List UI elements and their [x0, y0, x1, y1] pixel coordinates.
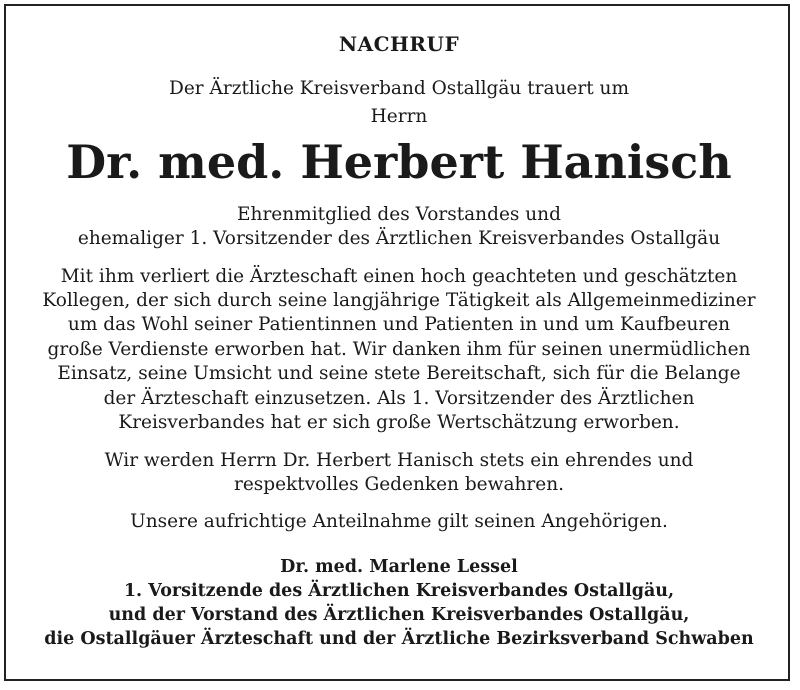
- body-line: Kollegen, der sich durch seine langjährige Tätigkeit als Allgemeinmediziner: [42, 290, 756, 311]
- body-line: Kreisverbandes hat er sich große Wertschätzung erworben.: [118, 412, 680, 433]
- body-line: große Verdienste erworben hat. Wir danken ihm für seinen unermüdlichen: [47, 339, 751, 360]
- intro-line: Der Ärztliche Kreisverband Ostallgäu trauert um: [168, 78, 630, 99]
- signature-line: Dr. med. Marlene Lessel: [280, 557, 518, 577]
- body-line: Mit ihm verliert die Ärzteschaft einen hoch geachteten und geschätzten: [60, 266, 738, 287]
- signature-line: 1. Vorsitzende des Ärztlichen Kreisverbandes Ostallgäu,: [123, 581, 675, 601]
- deceased-name: Dr. med. Herbert Hanisch: [66, 135, 732, 189]
- signature-line: und der Vorstand des Ärztlichen Kreisverbandes Ostallgäu,: [108, 605, 690, 625]
- obituary-notice: [6, 6, 792, 683]
- memory-line: respektvolles Gedenken bewahren.: [233, 474, 564, 495]
- intro-line: Herrn: [370, 106, 428, 127]
- condolence-line: Unsere aufrichtige Anteilnahme gilt seinen Angehörigen.: [130, 511, 668, 532]
- body-line: Einsatz, seine Umsicht und seine stete Bereitschaft, sich für die Belange: [57, 363, 741, 384]
- memory-line: Wir werden Herrn Dr. Herbert Hanisch stets ein ehrendes und: [104, 450, 694, 471]
- notice-border: [4, 4, 790, 681]
- title-line: Ehrenmitglied des Vorstandes und: [237, 204, 561, 225]
- title-line: ehemaliger 1. Vorsitzender des Ärztlichen Kreisverbandes Ostallgäu: [77, 228, 721, 249]
- body-line: um das Wohl seiner Patientinnen und Patienten in und um Kaufbeuren: [67, 314, 731, 335]
- body-line: der Ärzteschaft einzusetzen. Als 1. Vorsitzender des Ärztlichen: [103, 388, 695, 409]
- signature-line: die Ostallgäuer Ärzteschaft und der Ärztliche Bezirksverband Schwaben: [44, 629, 754, 649]
- notice-heading: NACHRUF: [338, 32, 460, 56]
